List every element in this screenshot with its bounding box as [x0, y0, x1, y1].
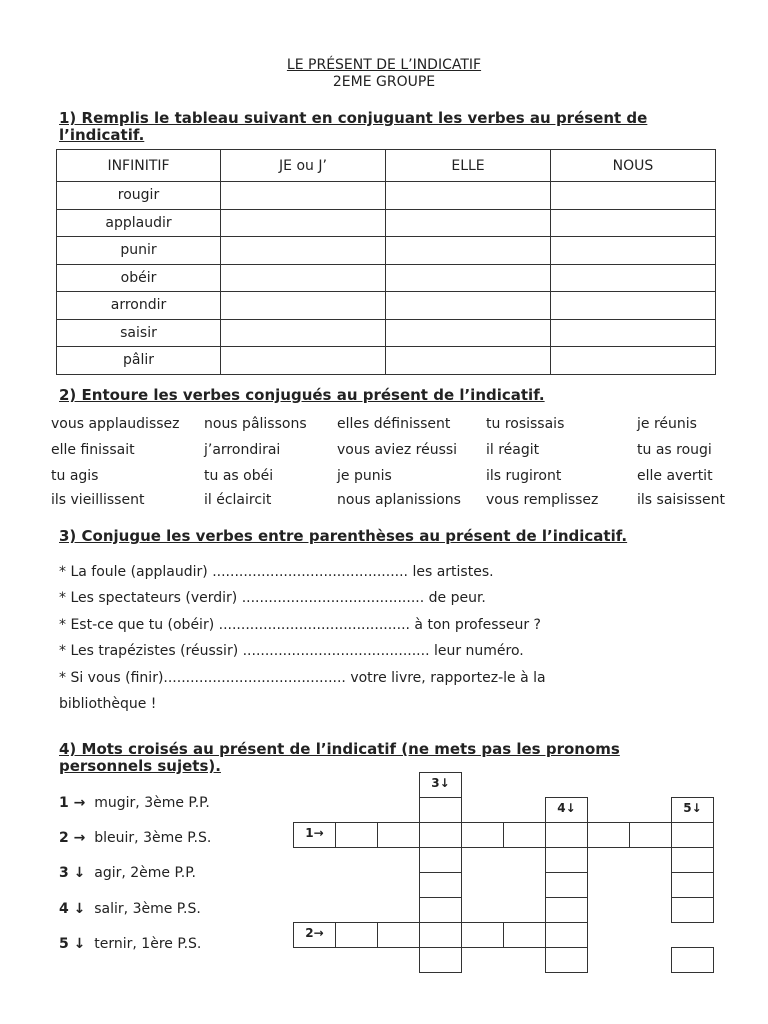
verb-option[interactable]: il éclaircit: [204, 492, 272, 508]
verb-option[interactable]: vous aviez réussi: [337, 442, 458, 458]
answer-cell[interactable]: [221, 292, 386, 320]
answer-cell[interactable]: [386, 292, 551, 320]
crossword-cell[interactable]: [503, 922, 546, 948]
crossword-cell[interactable]: [545, 822, 588, 848]
crossword-cell[interactable]: [419, 897, 462, 923]
verb-option[interactable]: ils rugiront: [486, 468, 562, 484]
clue-text: agir, 2ème P.P.: [94, 865, 196, 881]
sentence: bibliothèque !: [59, 696, 157, 712]
crossword-cell[interactable]: [335, 822, 378, 848]
col-header-nous: NOUS: [551, 150, 716, 182]
verb-option[interactable]: elle avertit: [637, 468, 713, 484]
clue-number: 2 →: [59, 830, 86, 846]
clue-number: 1 →: [59, 795, 86, 811]
answer-cell[interactable]: [386, 237, 551, 265]
table-row: [57, 347, 716, 375]
verb-option[interactable]: ils saisissent: [637, 492, 726, 508]
q4-heading: [59, 741, 620, 775]
crossword-cell[interactable]: [461, 922, 504, 948]
clue-text: bleuir, 3ème P.S.: [94, 830, 212, 846]
table-row: [57, 264, 716, 292]
crossword-cell[interactable]: [419, 872, 462, 898]
verb-option[interactable]: j’arrondirai: [204, 442, 281, 458]
crossword-clue-cell: [545, 797, 588, 823]
verb-option[interactable]: tu agis: [51, 468, 99, 484]
q2-heading: 2) Entoure les verbes conjugués au présent de l’indicatif.: [59, 386, 545, 404]
q3-heading: 3) Conjugue les verbes entre parenthèses au présent de l’indicatif.: [59, 527, 628, 545]
crossword-cell[interactable]: [503, 822, 546, 848]
crossword-clue-label: 4↓: [557, 801, 576, 815]
verb-option[interactable]: ils vieillissent: [51, 492, 145, 508]
col-header-elle: ELLE: [386, 150, 551, 182]
clue-4: [59, 901, 201, 917]
crossword-cell[interactable]: [671, 872, 714, 898]
verb-cell: rougir: [57, 182, 221, 210]
q1-heading-line1: 1) Remplis le tableau suivant en conjuguant les verbes au présent de: [59, 109, 648, 127]
crossword-cell[interactable]: [419, 922, 462, 948]
crossword-cell[interactable]: [671, 947, 714, 973]
crossword-clue-cell: [671, 797, 714, 823]
crossword-cell[interactable]: [545, 947, 588, 973]
verb-option[interactable]: il réagit: [486, 442, 540, 458]
answer-cell[interactable]: [551, 237, 716, 265]
clue-text: mugir, 3ème P.P.: [94, 795, 210, 811]
crossword-cell[interactable]: [629, 822, 672, 848]
answer-cell[interactable]: [221, 209, 386, 237]
verb-option[interactable]: tu as obéi: [204, 468, 274, 484]
answer-cell[interactable]: [386, 264, 551, 292]
col-header-je: JE ou J’: [221, 150, 386, 182]
crossword-cell[interactable]: [461, 822, 504, 848]
q4-heading-line2: personnels sujets).: [59, 757, 221, 775]
answer-cell[interactable]: [386, 182, 551, 210]
verb-cell: pâlir: [57, 347, 221, 375]
answer-cell[interactable]: [551, 182, 716, 210]
verb-option[interactable]: tu rosissais: [486, 416, 565, 432]
crossword-clue-label: 1→: [305, 826, 324, 840]
table-row: [57, 237, 716, 265]
clue-number: 5 ↓: [59, 936, 86, 952]
answer-cell[interactable]: [386, 319, 551, 347]
crossword-clue-cell: [293, 922, 336, 948]
verb-option[interactable]: vous remplissez: [486, 492, 599, 508]
answer-cell[interactable]: [551, 319, 716, 347]
crossword-cell[interactable]: [419, 822, 462, 848]
q1-heading-line2: l’indicatif.: [59, 126, 145, 144]
crossword-clue-label: 5↓: [683, 801, 702, 815]
verb-option[interactable]: je réunis: [637, 416, 697, 432]
crossword-clue-label: 3↓: [431, 776, 450, 790]
crossword-cell[interactable]: [671, 822, 714, 848]
sentence: * Si vous (finir)......................................... votre livre, rapportez-le à la: [59, 670, 546, 686]
verb-option[interactable]: vous applaudissez: [51, 416, 180, 432]
verb-option[interactable]: elles définissent: [337, 416, 451, 432]
clue-1: [59, 795, 210, 811]
crossword-cell[interactable]: [671, 847, 714, 873]
verb-option[interactable]: je punis: [337, 468, 392, 484]
crossword-cell[interactable]: [419, 797, 462, 823]
q1-heading: [59, 110, 647, 144]
sentence: * La foule (applaudir) ............................................ les artistes.: [59, 564, 494, 580]
answer-cell[interactable]: [551, 209, 716, 237]
answer-cell[interactable]: [221, 264, 386, 292]
col-header-infinitif: INFINITIF: [57, 150, 221, 182]
sentence: * Les spectateurs (verdir) ......................................... de peur.: [59, 590, 486, 606]
answer-cell[interactable]: [551, 292, 716, 320]
verb-option[interactable]: nous pâlissons: [204, 416, 307, 432]
crossword-cell[interactable]: [335, 922, 378, 948]
clue-number: 3 ↓: [59, 865, 86, 881]
page-subtitle: 2EME GROUPE: [332, 74, 436, 90]
verb-option[interactable]: elle finissait: [51, 442, 135, 458]
clue-number: 4 ↓: [59, 901, 86, 917]
q4-heading-line1: 4) Mots croisés au présent de l’indicatif (ne mets pas les pronoms: [59, 740, 620, 758]
answer-cell[interactable]: [386, 347, 551, 375]
answer-cell[interactable]: [221, 237, 386, 265]
verb-option[interactable]: nous aplanissions: [337, 492, 461, 508]
table-row: [57, 292, 716, 320]
crossword-cell[interactable]: [545, 847, 588, 873]
answer-cell[interactable]: [386, 209, 551, 237]
table-header-row: [57, 150, 716, 182]
crossword-cell[interactable]: [545, 922, 588, 948]
clue-3: [59, 865, 196, 881]
answer-cell[interactable]: [221, 182, 386, 210]
verb-cell: punir: [57, 237, 221, 265]
page-title: LE PRÉSENT DE L’INDICATIF: [286, 57, 482, 73]
verb-cell: saisir: [57, 319, 221, 347]
verb-cell: applaudir: [57, 209, 221, 237]
crossword-cell[interactable]: [419, 847, 462, 873]
clue-2: [59, 830, 211, 846]
crossword-cell[interactable]: [377, 822, 420, 848]
crossword-clue-label: 2→: [305, 926, 324, 940]
crossword-clue-cell: [293, 822, 336, 848]
table-row: [57, 319, 716, 347]
crossword-cell[interactable]: [419, 947, 462, 973]
clue-text: salir, 3ème P.S.: [94, 901, 201, 917]
crossword-cell[interactable]: [377, 922, 420, 948]
crossword-cell[interactable]: [545, 897, 588, 923]
verb-option[interactable]: tu as rougi: [637, 442, 712, 458]
answer-cell[interactable]: [551, 264, 716, 292]
answer-cell[interactable]: [221, 319, 386, 347]
crossword-cell[interactable]: [587, 822, 630, 848]
crossword-clue-cell: [419, 772, 462, 798]
clue-5: [59, 936, 201, 952]
conjugation-table: [56, 149, 716, 375]
answer-cell[interactable]: [221, 347, 386, 375]
verb-cell: obéir: [57, 264, 221, 292]
sentence: * Est-ce que tu (obéir) ........................................... à ton professeur ?: [59, 617, 541, 633]
verb-cell: arrondir: [57, 292, 221, 320]
crossword-cell[interactable]: [671, 897, 714, 923]
table-row: [57, 182, 716, 210]
answer-cell[interactable]: [551, 347, 716, 375]
sentence: * Les trapézistes (réussir) .......................................... leur numéro.: [59, 643, 524, 659]
clue-text: ternir, 1ère P.S.: [94, 936, 202, 952]
crossword-cell[interactable]: [545, 872, 588, 898]
table-row: [57, 209, 716, 237]
